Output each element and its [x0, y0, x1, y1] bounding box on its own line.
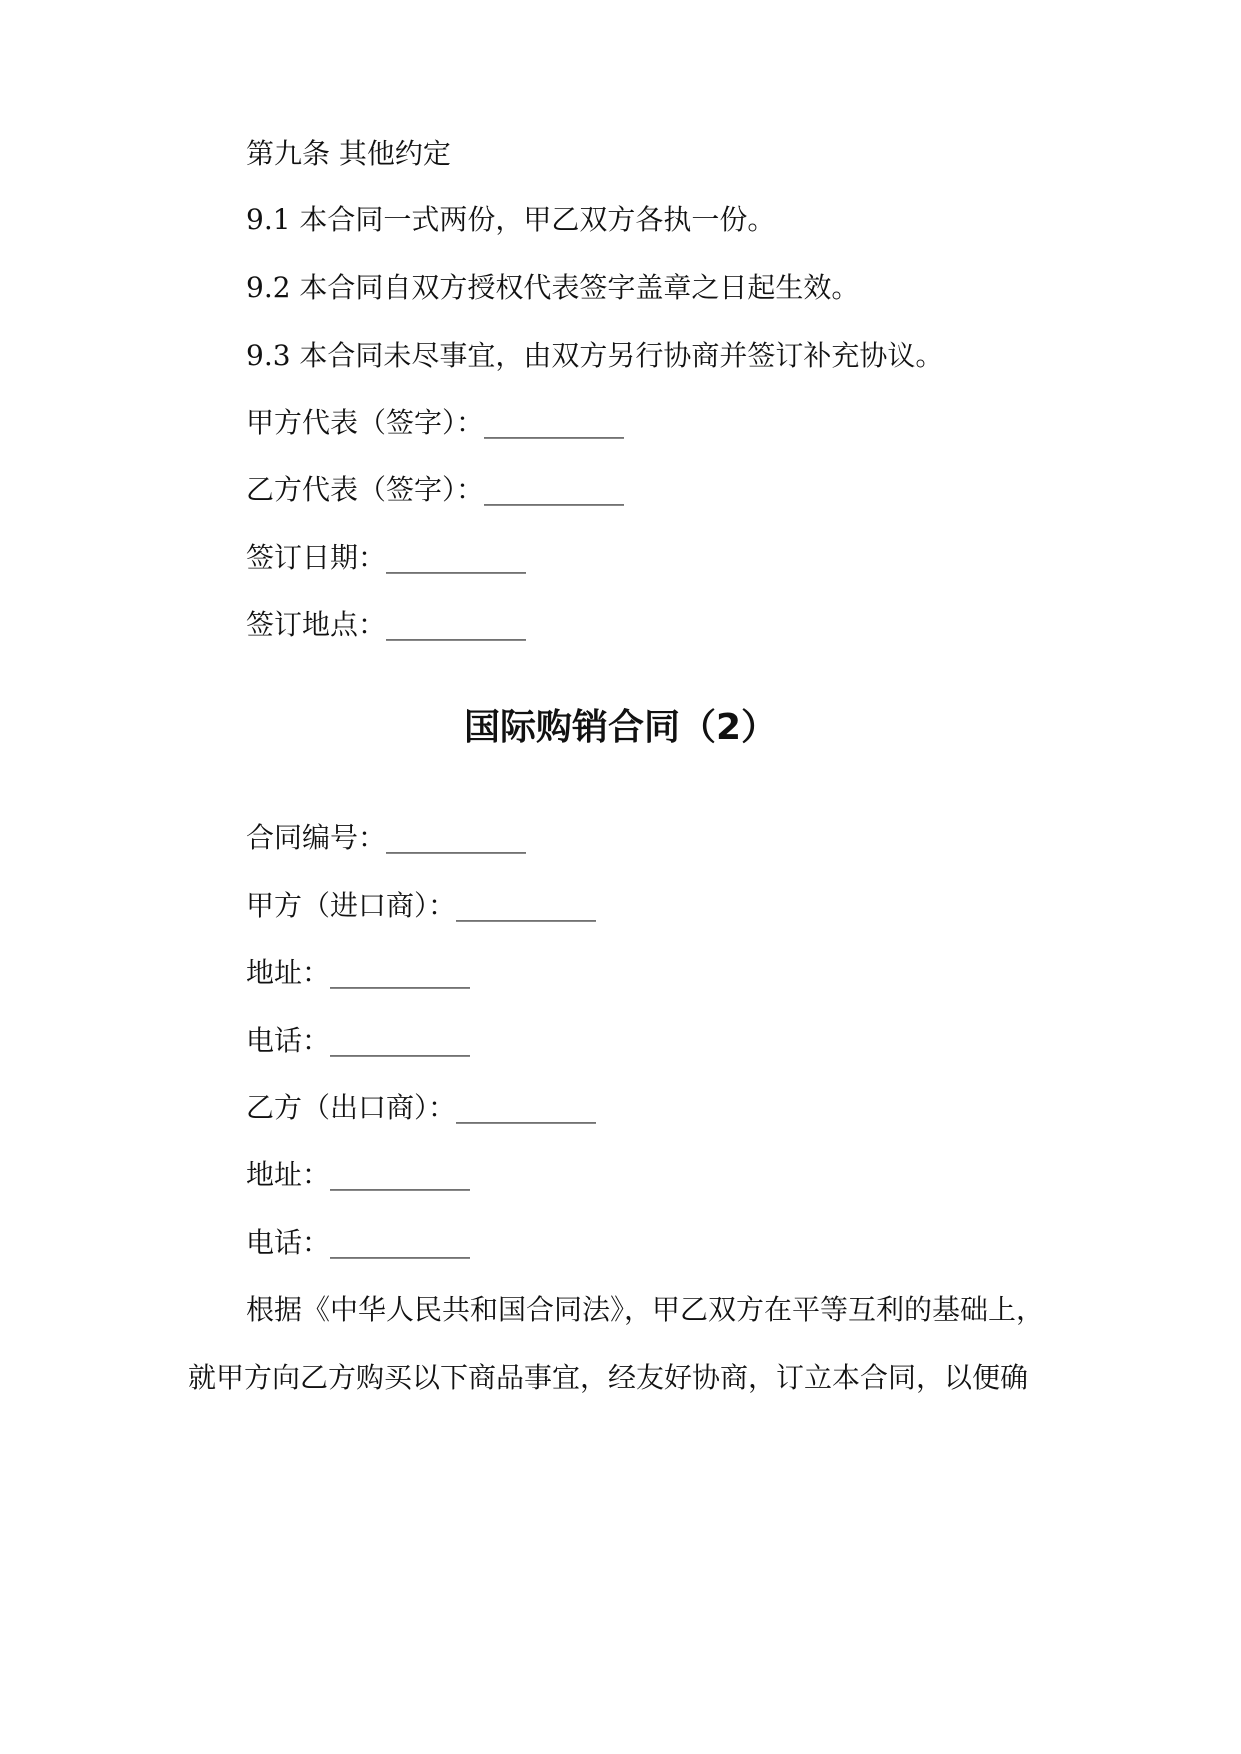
party-b-rep-signature: 乙方代表（签字）：__________ — [246, 473, 625, 506]
party-b-phone-field: 电话：__________ — [246, 1226, 471, 1259]
party-a-rep-signature: 甲方代表（签字）：__________ — [246, 406, 625, 439]
sign-place-field: 签订地点：__________ — [246, 608, 527, 641]
preamble-line-1: 根据《中华人民共和国合同法》，甲乙双方在平等互利的基础上， — [246, 1293, 1045, 1326]
section-heading: 第九条 其他约定 — [246, 137, 451, 170]
sign-date-field: 签订日期：__________ — [246, 541, 527, 574]
contract-title: 国际购销合同（2） — [463, 707, 778, 748]
contract-number-field: 合同编号：__________ — [246, 821, 527, 854]
clause-9-3: 9.3 本合同未尽事宜，由双方另行协商并签订补充协议。 — [246, 339, 944, 372]
party-a-phone-field: 电话：__________ — [246, 1024, 471, 1057]
party-b-field: 乙方（出口商）：__________ — [246, 1091, 597, 1124]
clause-9-2: 9.2 本合同自双方授权代表签字盖章之日起生效。 — [246, 271, 860, 304]
clause-9-1: 9.1 本合同一式两份，甲乙双方各执一份。 — [246, 203, 776, 236]
party-b-address-field: 地址：__________ — [246, 1158, 471, 1191]
preamble-line-2: 就甲方向乙方购买以下商品事宜，经友好协商，订立本合同，以便确 — [188, 1361, 1029, 1394]
party-a-field: 甲方（进口商）：__________ — [246, 889, 597, 922]
party-a-address-field: 地址：__________ — [246, 956, 471, 989]
